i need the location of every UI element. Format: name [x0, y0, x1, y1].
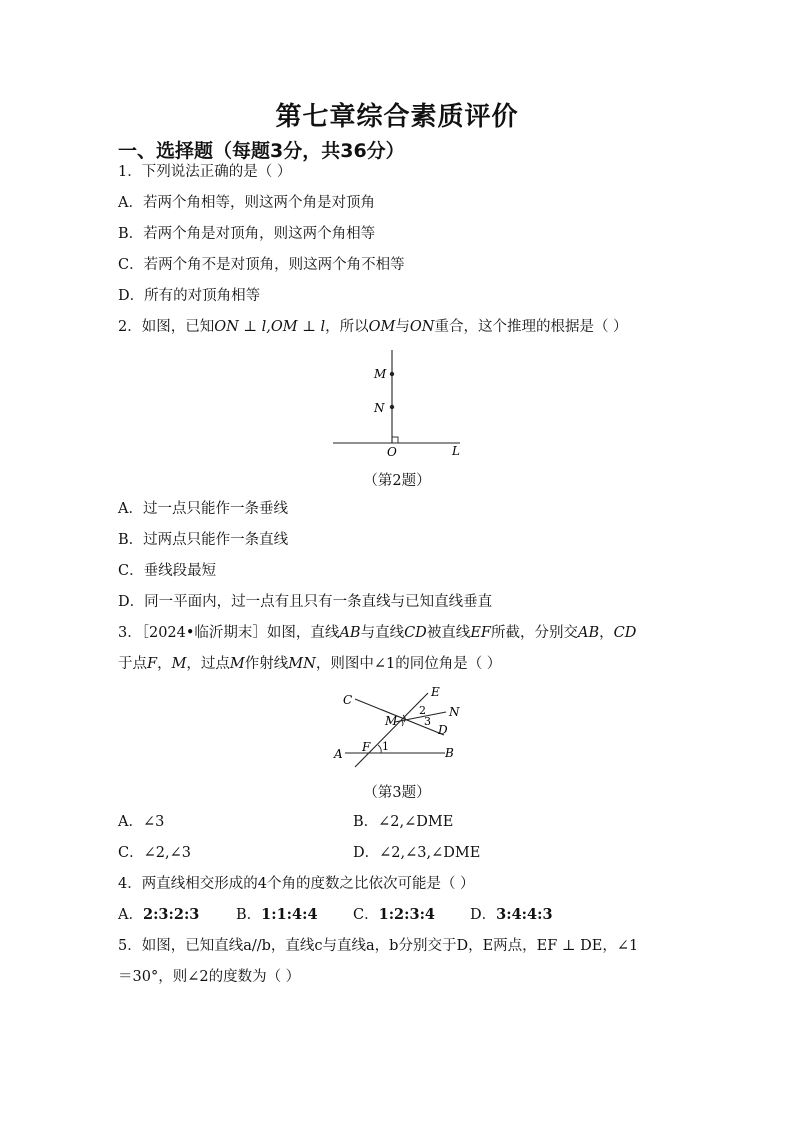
q3-caption: （第3题） [363, 785, 431, 801]
q4-option-a: A．2:3:2:3 [118, 906, 200, 923]
q2-option-c: C．垂线段最短 [118, 563, 217, 579]
page-title: 第七章综合素质评价 [275, 102, 519, 132]
q4-option-b: B．1:1:4:4 [236, 906, 318, 923]
label-d: D [438, 723, 448, 737]
label-c: C [343, 693, 353, 707]
q3-option-c: C．∠2,∠3 [118, 845, 191, 861]
q4-option-c: C．1:2:3:4 [353, 906, 436, 923]
q3-figure [328, 683, 468, 773]
label-angle-1: 1 [382, 740, 389, 753]
right-angle-mark [392, 437, 398, 443]
q1-stem: 1．下列说法正确的是（ ） [118, 164, 292, 180]
label-b: B [445, 746, 454, 760]
q2-figure [325, 345, 475, 460]
line-ef [355, 693, 428, 767]
point-n [390, 405, 394, 409]
q3-stem-line1: 3．［2024•临沂期末］如图，直线AB与直线CD被直线EF所截，分别交AB，CD [118, 625, 637, 641]
label-angle-3: 3 [424, 715, 431, 728]
angle-3-arc [402, 721, 403, 726]
q3-stem-line2: 于点F，M，过点M作射线MN，则图中∠1的同位角是（ ） [118, 656, 502, 672]
q2-stem: 2．如图，已知ON ⊥ l,OM ⊥ l，所以OM与ON重合，这个推理的根据是（ ） [118, 319, 628, 335]
q1-option-c: C．若两个角不是对顶角，则这两个角不相等 [118, 257, 405, 273]
label-angle-2: 2 [419, 704, 426, 717]
label-f: F [362, 740, 371, 754]
q2-option-a: A．过一点只能作一条垂线 [118, 501, 288, 517]
q1-option-a: A．若两个角相等，则这两个角是对顶角 [118, 195, 375, 211]
label-n: N [449, 705, 460, 719]
q4-option-d: D．3:4:4:3 [470, 906, 553, 923]
label-m: M [374, 367, 387, 381]
q1-option-d: D．所有的对顶角相等 [118, 288, 261, 304]
q1-option-b: B．若两个角是对顶角，则这两个角相等 [118, 226, 376, 242]
label-n: N [374, 401, 385, 415]
label-a: A [334, 747, 343, 761]
q2-caption: （第2题） [363, 473, 431, 489]
label-l: L [452, 444, 460, 458]
label-e: E [431, 685, 440, 699]
q3-option-a: A．∠3 [118, 814, 165, 830]
q5-stem-line2: ＝30°，则∠2的度数为（ ） [118, 969, 301, 985]
q3-option-b: B．∠2,∠DME [353, 814, 454, 830]
point-m [390, 372, 394, 376]
label-m: M [385, 714, 398, 728]
angle-1-arc [378, 745, 381, 753]
q3-option-d: D．∠2,∠3,∠DME [353, 845, 481, 861]
q5-stem-line1: 5．如图，已知直线a//b，直线c与直线a，b分别交于D，E两点，EF ⊥ DE，∠1 [118, 938, 639, 954]
q4-stem: 4．两直线相交形成的4个角的度数之比依次可能是（ ） [118, 876, 475, 892]
section-heading: 一、选择题（每题3分，共36分） [118, 140, 405, 162]
q2-option-d: D．同一平面内，过一点有且只有一条直线与已知直线垂直 [118, 594, 493, 610]
q2-option-b: B．过两点只能作一条直线 [118, 532, 289, 548]
label-o: O [387, 445, 397, 459]
